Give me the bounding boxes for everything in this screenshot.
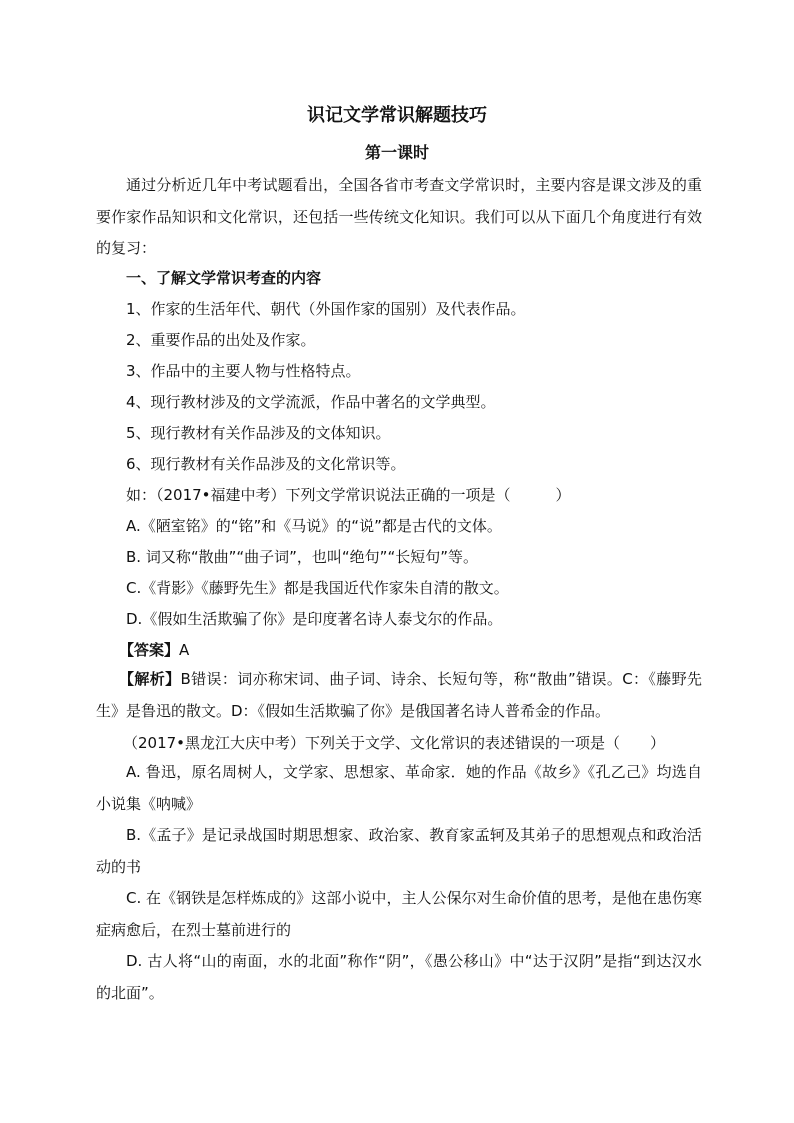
analysis-label: 【解析】 bbox=[119, 670, 181, 688]
answer-value: A bbox=[179, 641, 190, 659]
question-2-option-a: A. 鲁迅，原名周树人，文学家、思想家、革命家．她的作品《故乡》《孔乙己》均选自小说集《呐喊》 bbox=[96, 763, 702, 813]
answer-line bbox=[119, 638, 699, 662]
list-item: 3、作品中的主要人物与性格特点。 bbox=[126, 362, 361, 380]
question-1-option-a: A.《陋室铭》的“铭”和《马说》的“说”都是古代的文体。 bbox=[126, 517, 502, 535]
list-item: 4、现行教材涉及的文学流派，作品中著名的文学典型。 bbox=[126, 393, 496, 411]
question-1-option-d: D.《假如生活欺骗了你》是印度著名诗人泰戈尔的作品。 bbox=[126, 610, 503, 628]
document-title: 识记文学常识解题技巧 bbox=[307, 105, 487, 126]
question-1-option-b: B. 词又称“散曲”“曲子词”，也叫“绝句”“长短句”等。 bbox=[126, 548, 478, 566]
question-2-option-c: C. 在《钢铁是怎样炼成的》这部小说中，主人公保尔对生命价值的思考，是他在患伤寒症病愈后，在烈士墓前进行的 bbox=[96, 889, 702, 939]
lesson-subtitle: 第一课时 bbox=[364, 143, 429, 162]
question-1-option-c: C.《背影》《藤野先生》都是我国近代作家朱自清的散文。 bbox=[126, 579, 509, 597]
question-1-stem: 如：（2017•福建中考）下列文学常识说法正确的一项是（ ） bbox=[126, 486, 571, 504]
list-item: 5、现行教材有关作品涉及的文体知识。 bbox=[126, 424, 391, 442]
question-2-option-b: B.《孟子》是记录战国时期思想家、政治家、教育家孟轲及其弟子的思想观点和政治活动的书 bbox=[96, 826, 702, 876]
section-heading: 一、了解文学常识考查的内容 bbox=[126, 269, 322, 287]
question-2-stem: （2017•黑龙江大庆中考）下列关于文学、文化常识的表述错误的一项是（ ） bbox=[123, 734, 666, 752]
answer-label: 【答案】 bbox=[119, 641, 180, 659]
question-2-option-d: D. 古人将“山的南面，水的北面”称作“阴”，《愚公移山》中“达于汉阴”是指“到达汉水的北面”。 bbox=[96, 952, 702, 1002]
intro-paragraph: 通过分析近几年中考试题看出，全国各省市考查文学常识时，主要内容是课文涉及的重要作家作品知识和文化常识，还包括一些传统文化知识。我们可以从下面几个角度进行有效的复习： bbox=[96, 176, 702, 257]
list-item: 6、现行教材有关作品涉及的文化常识等。 bbox=[126, 455, 406, 473]
list-item: 2、重要作品的出处及作家。 bbox=[126, 331, 316, 349]
analysis-text: B错误：词亦称宋词、曲子词、诗余、长短句等，称“散曲”错误。C：《藤野先生》是鲁迅的散文。D：《假如生活欺骗了你》是俄国著名诗人普希金的作品。 bbox=[96, 670, 702, 720]
list-item: 1、作家的生活年代、朝代（外国作家的国别）及代表作品。 bbox=[126, 300, 526, 318]
analysis-paragraph bbox=[96, 664, 702, 727]
